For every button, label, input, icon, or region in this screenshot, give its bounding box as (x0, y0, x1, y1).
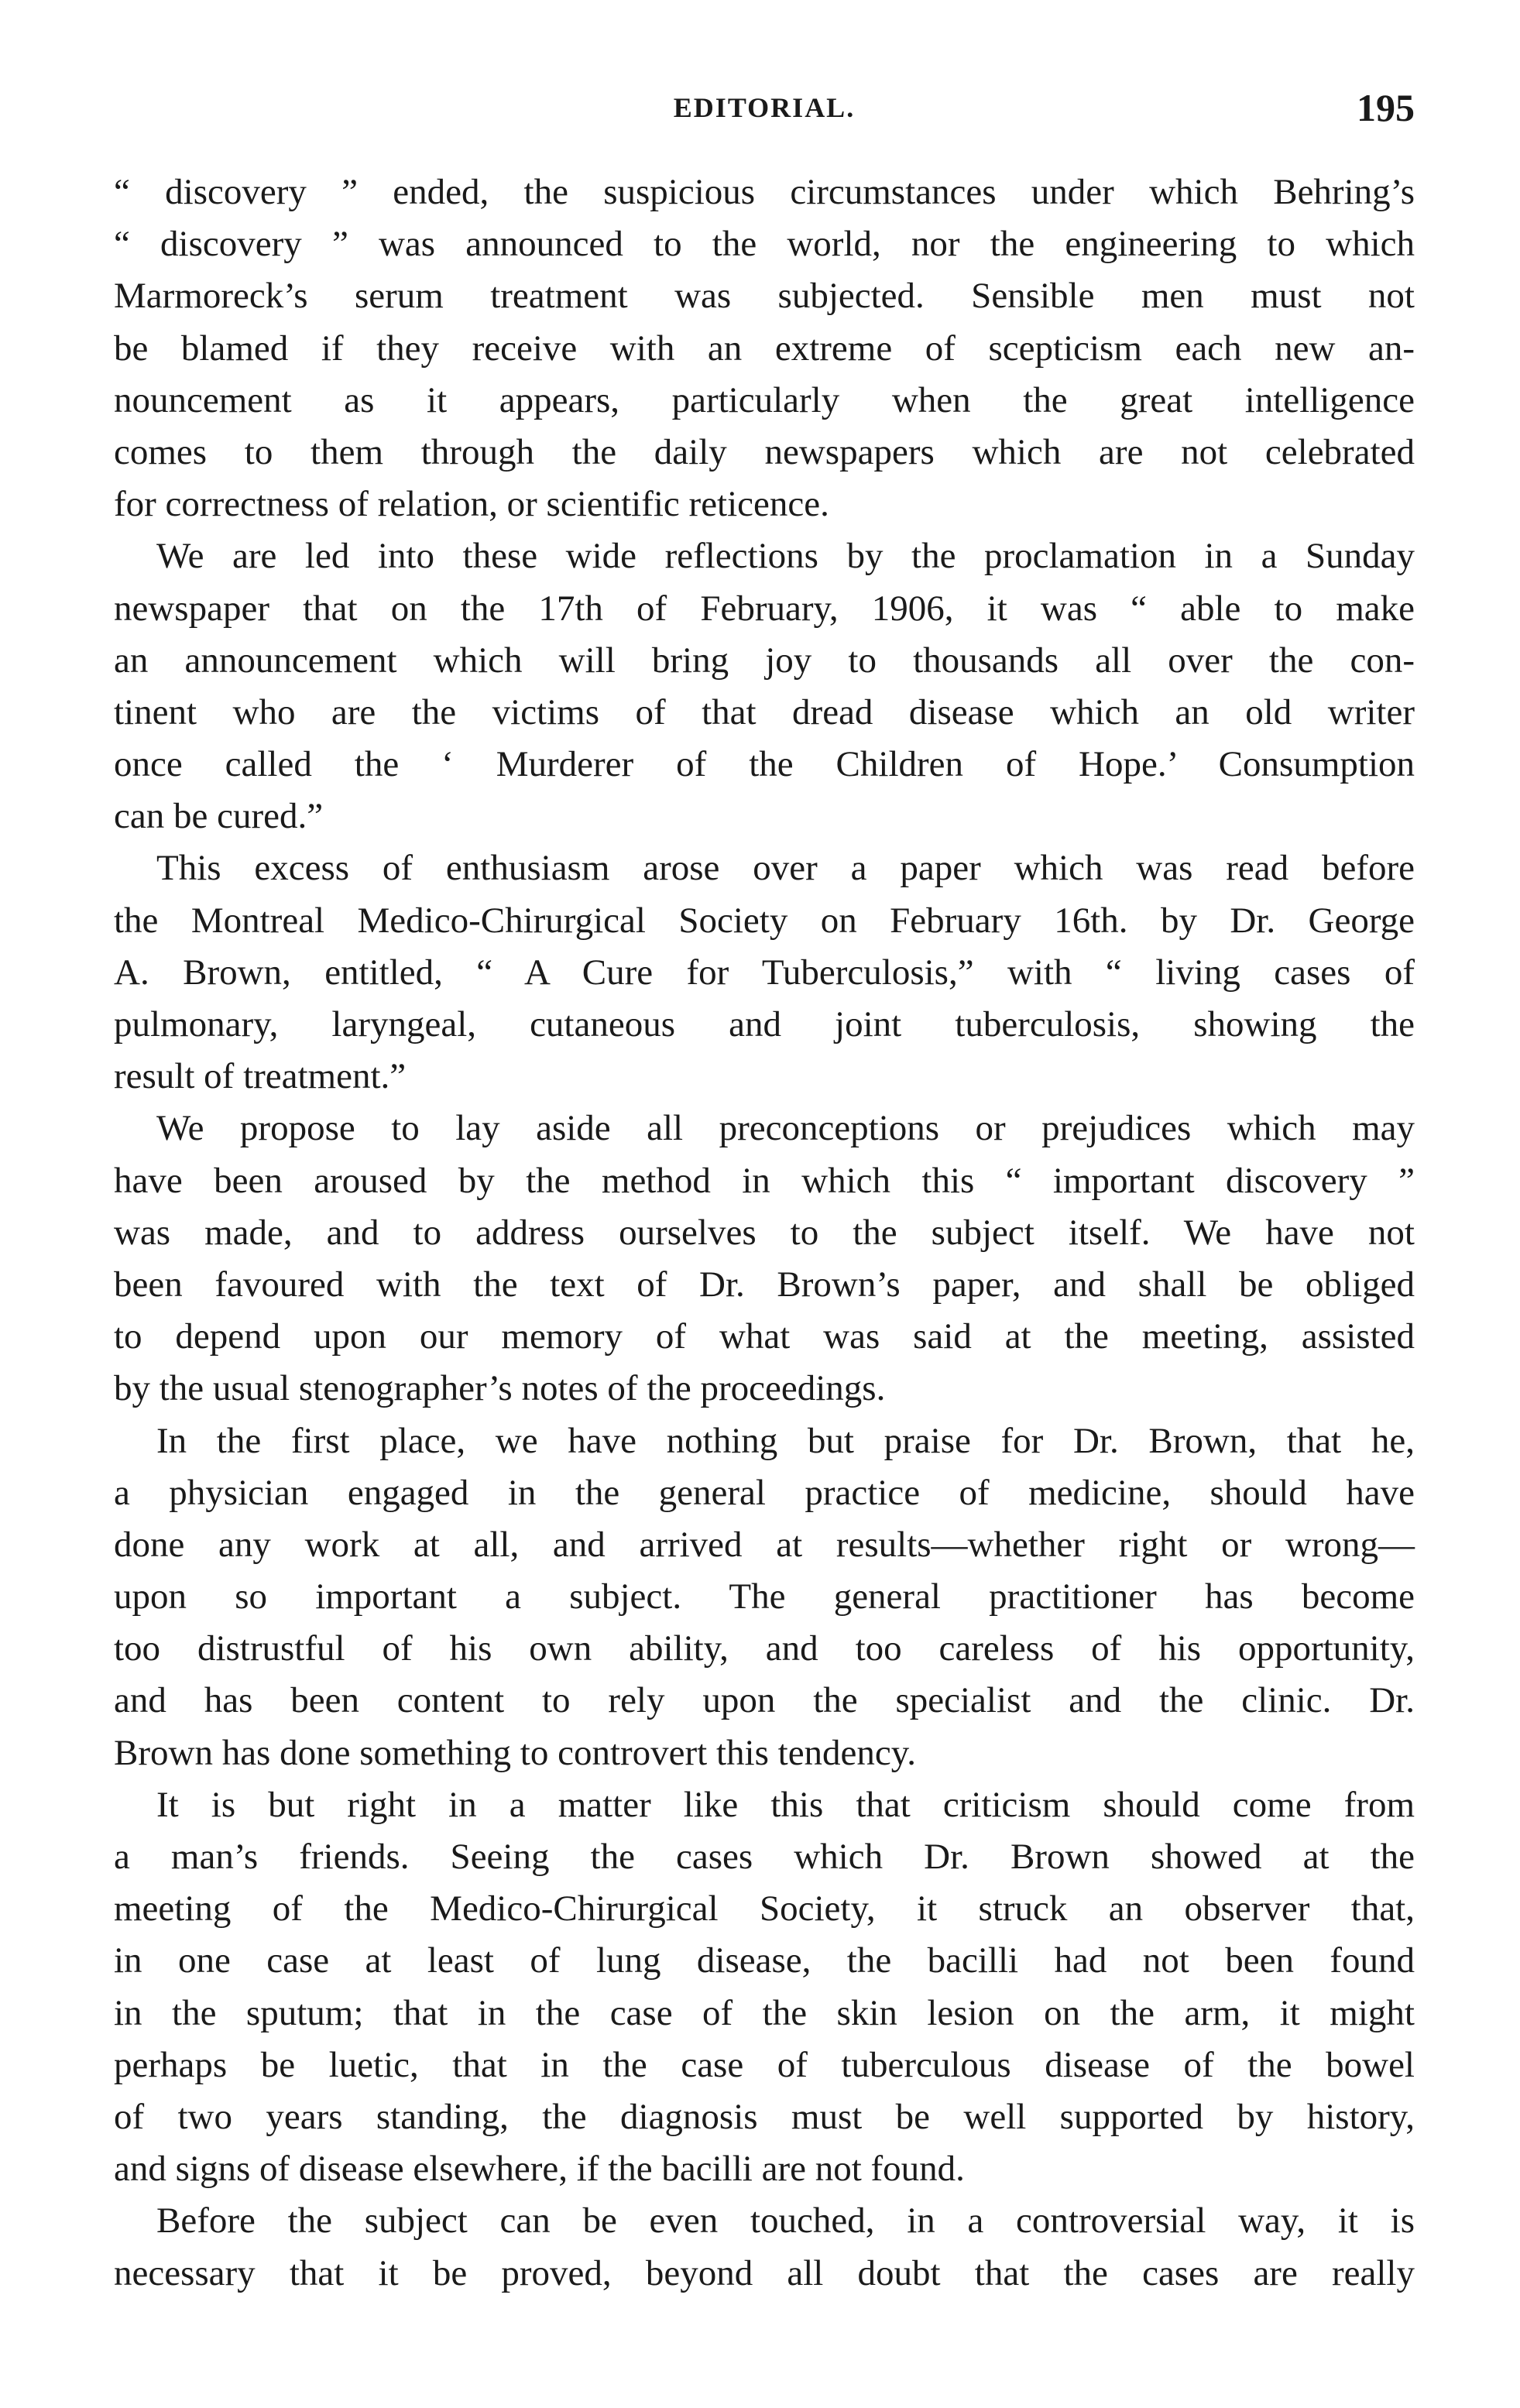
page-number: 195 (1357, 86, 1415, 129)
text-line: upon so important a subject. The general practitioner has become (114, 1576, 1415, 1617)
text-line: been favoured with the text of Dr. Brown’s paper, and shall be obliged (114, 1264, 1415, 1305)
text-line: an announcement which will bring joy to thousands all over the con- (114, 640, 1415, 681)
editorial-body (114, 166, 1415, 2300)
text-line: tinent who are the victims of that dread disease which an old writer (114, 691, 1415, 732)
text-line: for correctness of relation, or scientific reticence. (114, 484, 829, 525)
text-line: too distrustful of his own ability, and too careless of his opportunity, (114, 1628, 1415, 1669)
text-line: and signs of disease elsewhere, if the bacilli are not found. (114, 2149, 965, 2190)
text-line: meeting of the Medico-Chirurgical Society, it struck an observer that, (114, 1888, 1415, 1929)
text-line: We propose to lay aside all preconceptions or prejudices which may (156, 1108, 1415, 1149)
text-line: In the first place, we have nothing but praise for Dr. Brown, that he, (156, 1420, 1415, 1461)
text-line: a physician engaged in the general practice of medicine, should have (114, 1472, 1415, 1513)
text-line: a man’s friends. Seeing the cases which Dr. Brown showed at the (114, 1837, 1415, 1877)
text-line: perhaps be luetic, that in the case of tuberculous disease of the bowel (114, 2044, 1415, 2085)
text-line: Before the subject can be even touched, in a controversial way, it is (156, 2200, 1415, 2242)
text-line: “ discovery ” was announced to the world, nor the engineering to which (114, 224, 1415, 265)
text-line: once called the ‘ Murderer of the Children of Hope.’ Consumption (114, 744, 1415, 785)
text-line: It is but right in a matter like this that criticism should come from (156, 1784, 1415, 1825)
text-line: nouncement as it appears, particularly when the great intelligence (114, 379, 1415, 420)
running-title: EDITORIAL. (673, 92, 856, 123)
text-line: pulmonary, laryngeal, cutaneous and joint tuberculosis, showing the (114, 1004, 1415, 1044)
text-line: comes to them through the daily newspapers which are not celebrated (114, 431, 1415, 472)
text-line: result of treatment.” (114, 1056, 407, 1097)
page-header (114, 85, 1415, 132)
text-line: newspaper that on the 17th of February, 1906, it was “ able to make (114, 588, 1415, 629)
text-line: can be cured.” (114, 796, 324, 837)
text-line: be blamed if they receive with an extreme of scepticism each new an- (114, 328, 1415, 369)
text-line: was made, and to address ourselves to the subject itself. We have not (114, 1212, 1415, 1253)
text-line: We are led into these wide reflections by the proclamation in a Sunday (156, 536, 1415, 577)
text-line: by the usual stenographer’s notes of the proceedings. (114, 1368, 886, 1409)
text-line: to depend upon our memory of what was said at the meeting, assisted (114, 1316, 1415, 1357)
text-line: This excess of enthusiasm arose over a paper which was read before (156, 848, 1415, 889)
text-line: of two years standing, the diagnosis must be well supported by history, (114, 2096, 1415, 2137)
text-line: the Montreal Medico-Chirurgical Society on February 16th. by Dr. George (114, 900, 1415, 941)
text-line: “ discovery ” ended, the suspicious circumstances under which Behring’s (114, 172, 1415, 212)
text-line: and has been content to rely upon the specialist and the clinic. Dr. (114, 1680, 1415, 1721)
text-line: have been aroused by the method in which this “ important discovery ” (114, 1160, 1415, 1201)
text-line: Brown has done something to controvert this tendency. (114, 1732, 916, 1773)
text-line: Marmoreck’s serum treatment was subjected. Sensible men must not (114, 276, 1415, 317)
text-line: done any work at all, and arrived at results—whether right or wrong— (114, 1524, 1415, 1565)
text-line: in the sputum; that in the case of the skin lesion on the arm, it might (114, 1992, 1415, 2033)
text-line: in one case at least of lung disease, the bacilli had not been found (114, 1940, 1415, 1981)
text-line: A. Brown, entitled, “ A Cure for Tuberculosis,” with “ living cases of (114, 952, 1415, 993)
text-line: necessary that it be proved, beyond all doubt that the cases are really (114, 2252, 1415, 2293)
